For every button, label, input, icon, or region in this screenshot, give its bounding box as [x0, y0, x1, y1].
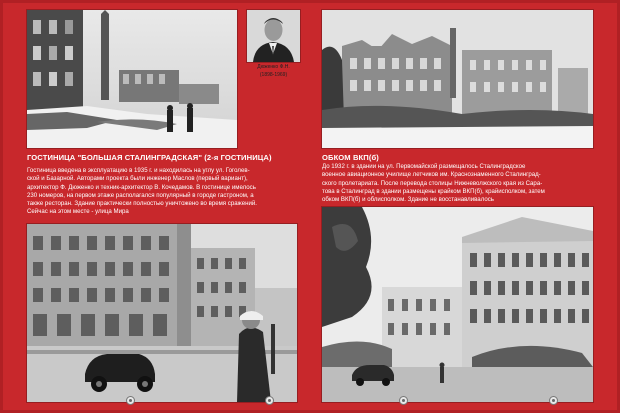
- obkom-line: военное авиационное училище летчиков им. Краснознаменного Сталинград-: [322, 171, 541, 179]
- architect-portrait: [247, 10, 300, 62]
- hotel-line: Сейчас на этом месте - улица Мира: [27, 208, 129, 216]
- pin: [126, 396, 135, 405]
- hotel-line: архитектор Ф. Дюженко и техник-архитектор В. Кочедамов. В гостинице имелось: [27, 183, 256, 191]
- obkom-description: [322, 163, 545, 204]
- obkom-line: До 1932 г. в здании на ул. Первомайской размещалось Сталинградское: [322, 163, 526, 170]
- obkom-heading: ОБКОМ ВКП(б): [322, 153, 379, 162]
- obkom-ruins-photo: [322, 10, 593, 148]
- portrait-name-caption: Дюженко Ф.Н.: [257, 64, 290, 70]
- pin: [265, 396, 274, 405]
- hotel-line: ской и Базарной. Авторами проекта были инженер Маслов (первый вариант),: [27, 175, 248, 183]
- portrait-years-caption: (1898-1969): [259, 72, 288, 78]
- hotel-line: также ресторан. Здание практически полностью уничтожено во время сражений.: [27, 200, 257, 208]
- hotel-ruins-photo: [27, 10, 237, 148]
- hotel-street-photo: [27, 224, 297, 402]
- hotel-line: 230 номеров, на первом этаже располагался популярный в городе гастроном, а: [27, 191, 254, 199]
- obkom-line: ского пролетариата. После перевода столицы Нижневолжского края из Сара-: [322, 179, 543, 187]
- obkom-line: обком ВКП(б) и облисполком. Здание не восстанавливалось: [322, 196, 494, 204]
- pin: [549, 396, 558, 405]
- hotel-description: [27, 167, 257, 217]
- pin: [399, 396, 408, 405]
- hotel-line: Гостиница введена в эксплуатацию в 1935 г. и находилась на углу ул. Гоголев-: [27, 167, 250, 174]
- obkom-line: това в Сталинград в здании размещены крайком ВКП(б), крайисполком, затем: [322, 187, 545, 195]
- obkom-building-photo: [322, 207, 593, 402]
- hotel-heading: ГОСТИНИЦА "БОЛЬШАЯ СТАЛИНГРАДСКАЯ" (2-я ГОСТИНИЦА): [27, 153, 272, 162]
